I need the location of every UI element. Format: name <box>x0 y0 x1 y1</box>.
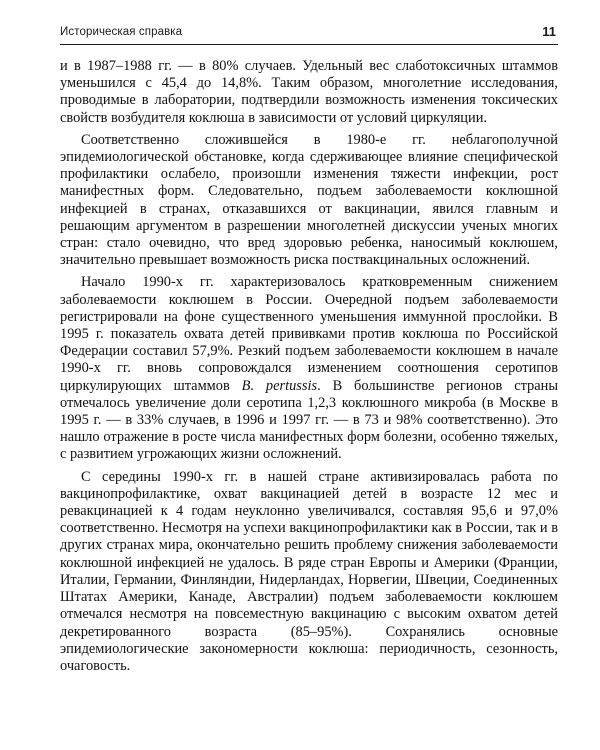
paragraph-early-1990s <box>60 274 558 463</box>
body-text <box>60 58 558 680</box>
running-header <box>60 24 558 45</box>
section-title: Историческая справка <box>60 26 183 38</box>
page-number: 11 <box>542 24 556 39</box>
species-name: B. pertussis <box>241 377 318 394</box>
paragraph-epidemiological-situation: Соответственно сложившейся в 1980-е гг. неблагополучной эпидемиологической обстановке, когда сдерживающее влияние специфической профилактики ослабело, произошли изменения тяжести инфекции, рост манифестных форм. Следовательно, подъем заболеваемости коклюшной инфекцией в странах, отказавшихся от вакцинации, явился главным и решающим аргументом в разрешении многолетней дискуссии ученых многих стран: стало очевидно, что вред здоровью ребенка, наносимый коклюшем, значительно превышает возможность риска поствакцинальных осложнений. <box>60 131 558 269</box>
paragraph-early-1990s-part-1: Начало 1990-х гг. характеризовалось кратковременным снижением заболеваемости коклюшем в России. Очередной подъем заболеваемости регистрировали на фоне существенного уменьшения иммунной прослойки. В 1995 г. показатель охвата детей прививками против коклюша по Российской Федерации составил 57,9%. Резкий подъем заболеваемости коклюшем в начале 1990-х гг. вновь сопровождался изменением соотношения серотипов циркулирующих штаммов <box>60 274 558 394</box>
paragraph-mid-1990s-vaccination: С середины 1990-х гг. в нашей стране активизировалась работа по вакцинопрофилактике, охват вакцинацией детей в возрасте 12 мес и ревакцинацией к 4 годам неуклонно увеличивался, составляя 95,6 и 97,0% соответственно. Несмотря на успехи вакцинопрофилактики как в России, так и в других странах мира, окончательно решить проблему снижения заболеваемости коклюшной инфекцией не удалось. В ряде стран Европы и Америки (Франции, Италии, Германии, Финляндии, Нидерландах, Норвегии, Швеции, Соединенных Штатах Америки, Канаде, Австралии) подъем заболеваемости коклюшем отмечался несмотря на повсеместную вакцинацию с высоким охватом детей декретированного возраста (85–95%). Сохранялись основные эпидемиологические закономерности коклюша: периодичность, сезонность, очаговость. <box>60 468 558 674</box>
paragraph-early-1990s-part-2: . В большинстве регионов страны отмечалось увеличение доли серотипа 1,2,3 коклюшного микроба (в Москве в 1995 г. — в 33% случаев, в 1996 и 1997 гг. — в 73 и 98% соответственно). Это нашло отражение в росте числа манифестных форм болезни, особенно тяжелых, с развитием угрожающих жизни осложнений. <box>60 377 559 463</box>
paragraph-continued: и в 1987–1988 гг. — в 80% случаев. Удельный вес слаботоксичных штаммов уменьшился с 45,4 до 14,8%. Таким образом, многолетние исследования, проводимые в лаборатории, подтвердили возможность изменения токсических свойств возбудителя коклюша в зависимости от условий циркуляции. <box>60 58 558 126</box>
